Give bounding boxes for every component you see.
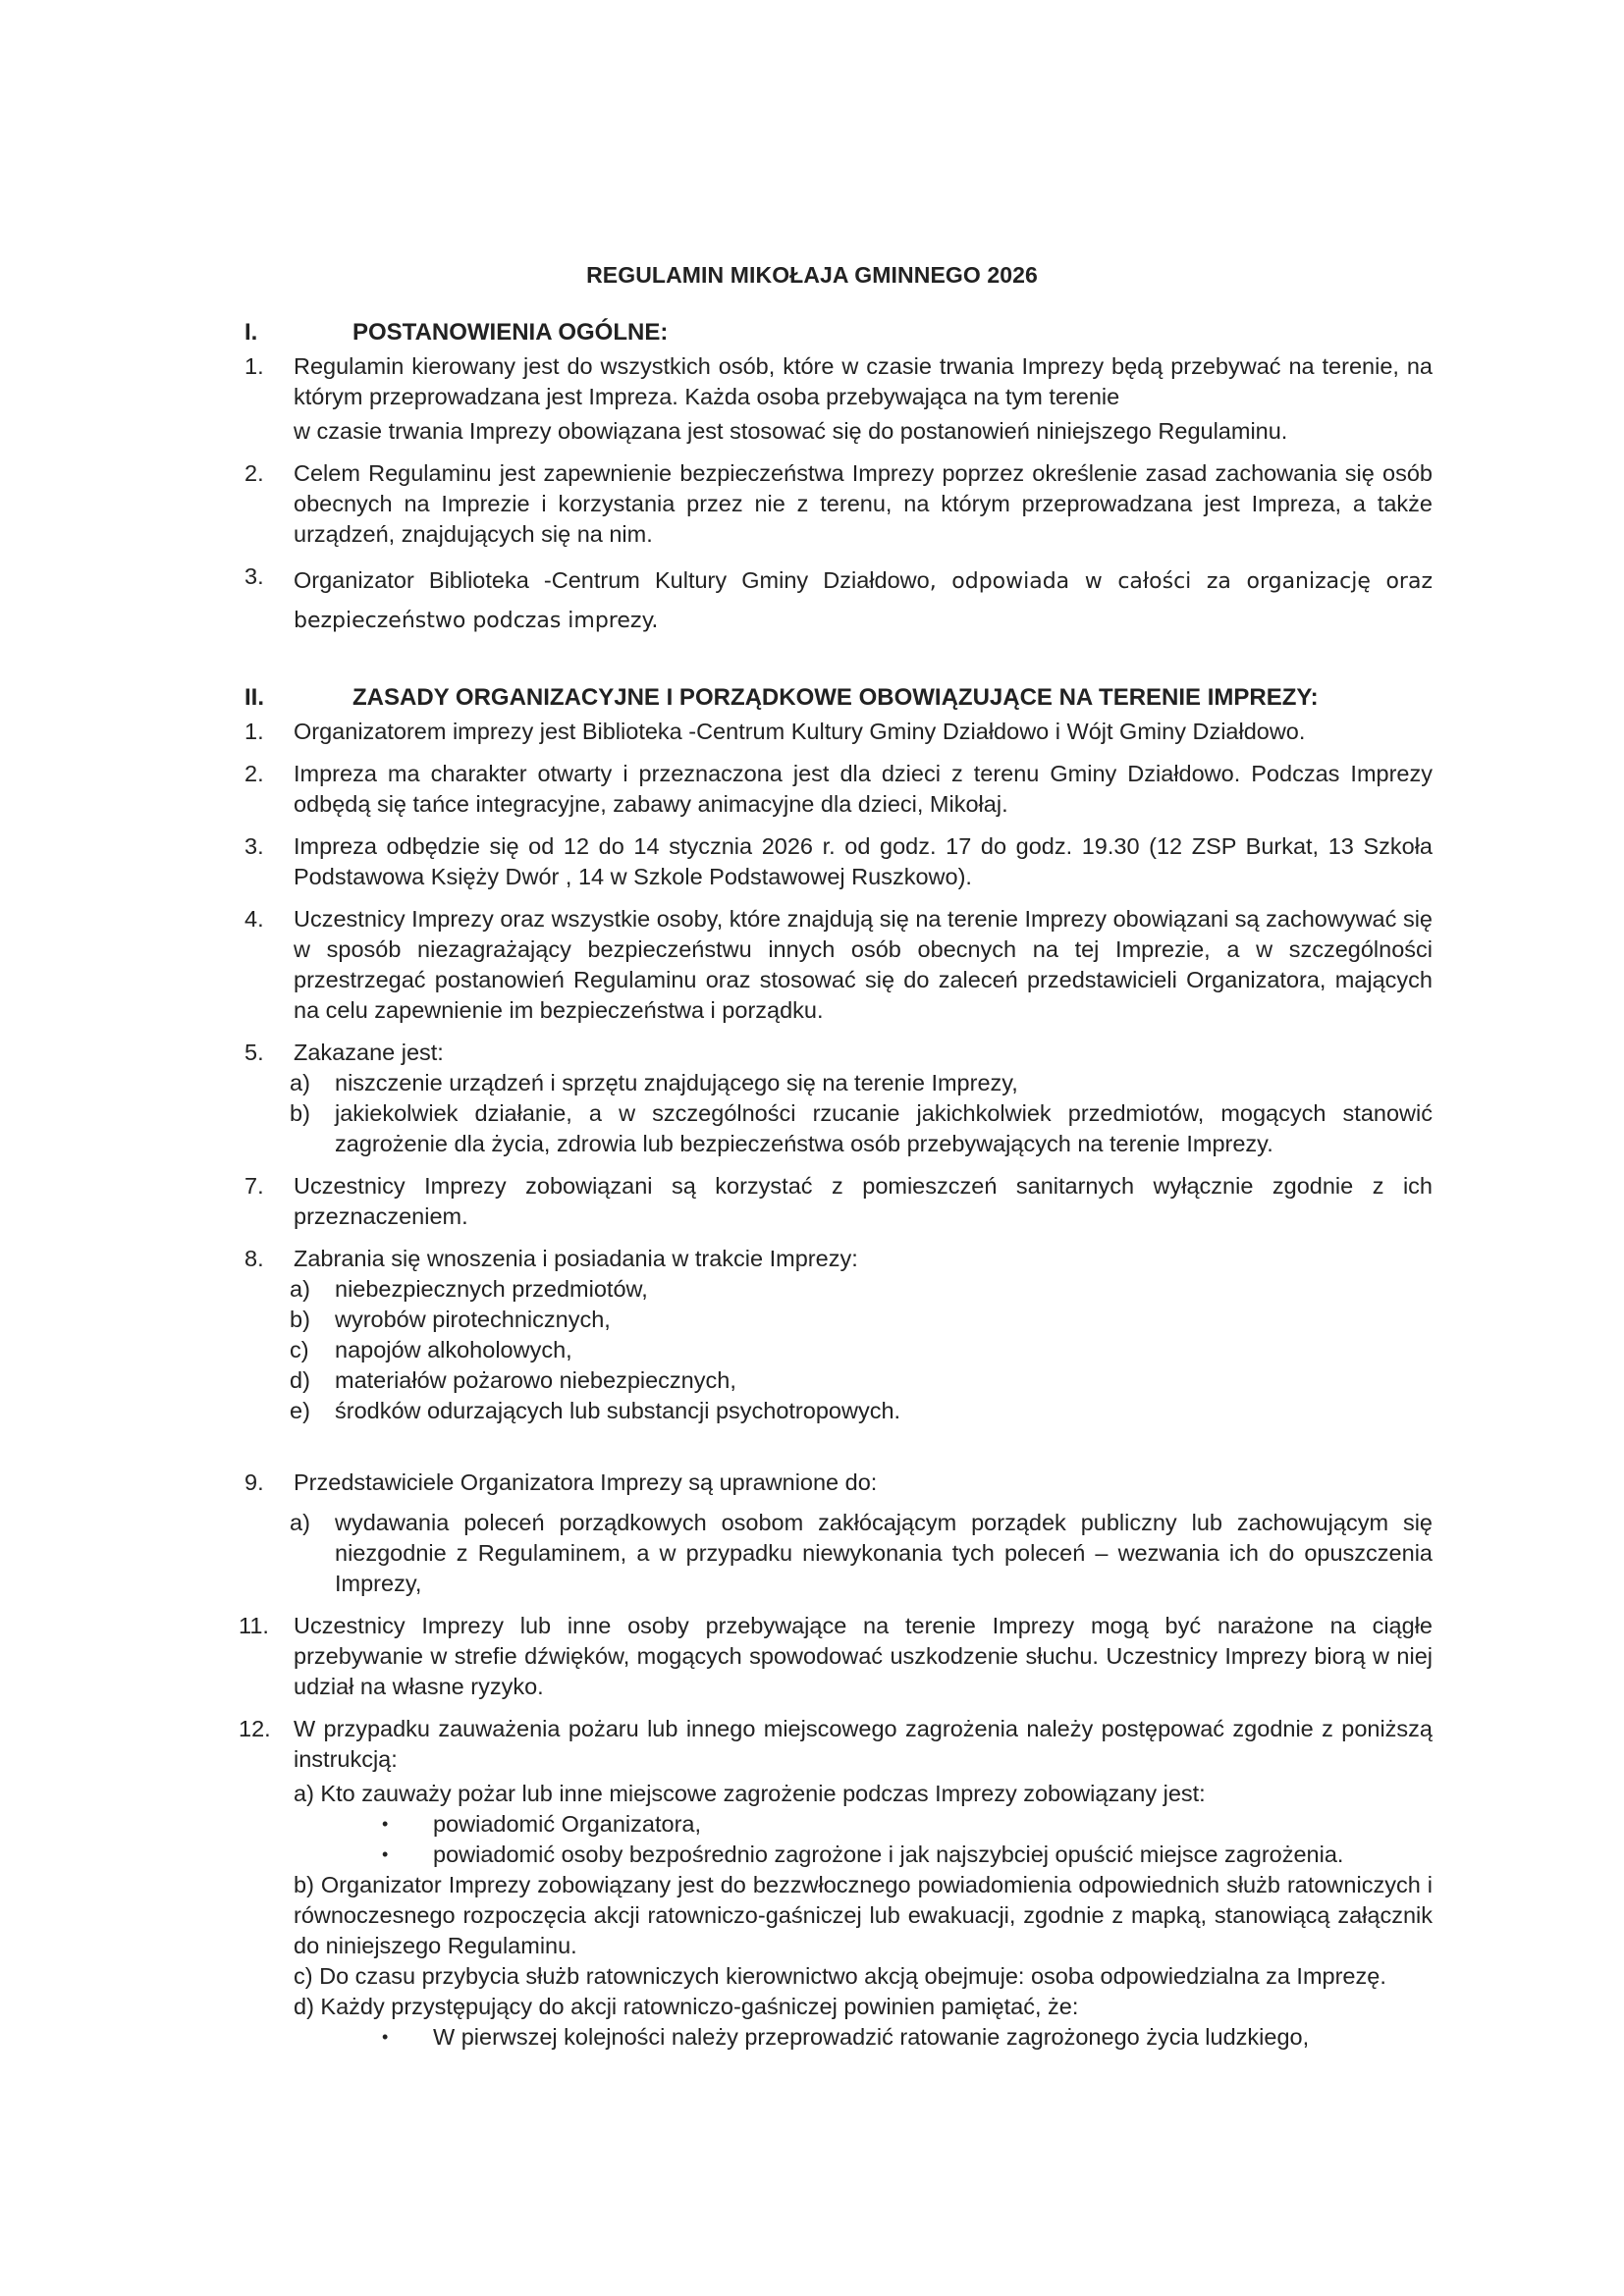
sub-item-text: napojów alkoholowych, — [335, 1337, 572, 1362]
bullet-text: powiadomić osoby bezpośrednio zagrożone i jak najszybciej opuścić miejsce zagrożenia. — [433, 1842, 1344, 1867]
item-text: Zakazane jest: — [294, 1040, 444, 1065]
section-number: II. — [244, 683, 265, 711]
item-text: Regulamin kierowany jest do wszystkich osób, które w czasie trwania Imprezy będą przebywać na terenie, na którym przeprowadzana jest Impreza. Każda osoba przebywająca na tym terenie — [294, 353, 1433, 409]
list-item — [244, 904, 1433, 1026]
sub-item-text: środków odurzających lub substancji psychotropowych. — [335, 1398, 901, 1423]
item-number: 5. — [244, 1040, 264, 1065]
list-item — [244, 561, 1433, 640]
sub-item-letter: a) — [290, 1070, 310, 1095]
list-item — [239, 1611, 1433, 1702]
list-item — [244, 717, 1433, 747]
bullet-item — [382, 1840, 1433, 1870]
section-heading-2 — [244, 679, 1433, 715]
sub-item-letter: b) — [290, 1307, 310, 1332]
sub-item-letter: a) — [290, 1276, 310, 1302]
item-text: Przedstawiciele Organizatora Imprezy są uprawnione do: — [294, 1469, 878, 1495]
item-text: Impreza odbędzie się od 12 do 14 stycznia 2026 r. od godz. 17 do godz. 19.30 (12 ZSP Burkat, 13 Szkoła Podstawowa Księży Dwór , 14 w Szkole Podstawowej Ruszkowo). — [294, 833, 1433, 889]
sub-item-text: wyrobów pirotechnicznych, — [335, 1307, 611, 1332]
item-number: 4. — [244, 906, 264, 932]
bullet-text: powiadomić Organizatora, — [433, 1811, 701, 1837]
item-text: Uczestnicy Imprezy oraz wszystkie osoby, które znajdują się na terenie Imprezy obowiązani są zachowywać się w sposób niezagrażający bezpieczeństwu innych osób obecnych na tej Imprezie, a w szczególności przestrzegać postanowień Regulaminu oraz stosować się do zaleceń przedstawicieli Organizatora, mających na celu zapewnienie im bezpieczeństwa i porządku. — [294, 906, 1433, 1023]
bullet-icon: • — [382, 1844, 389, 1864]
item-text: Organizatorem imprezy jest Biblioteka -Centrum Kultury Gminy Działdowo i Wójt Gminy Działdowo. — [294, 719, 1306, 744]
item-text: w czasie trwania Imprezy obowiązana jest stosować się do postanowień niniejszego Regulaminu. — [294, 418, 1288, 444]
item-text: Uczestnicy Imprezy zobowiązani są korzystać z pomieszczeń sanitarnych wyłącznie zgodnie z ich przeznaczeniem. — [294, 1173, 1433, 1229]
item-text: W przypadku zauważenia pożaru lub innego miejscowego zagrożenia należy postępować zgodnie z poniższą instrukcją: — [294, 1716, 1433, 1772]
sub-item-letter: a) — [290, 1510, 310, 1535]
document-body — [239, 314, 1434, 2053]
item-number: 8. — [244, 1246, 264, 1271]
section-number: I. — [244, 318, 258, 346]
item-text-continuation: , odpowiada w całości za organizację oraz bezpieczeństwo podczas imprezy. — [294, 569, 1434, 633]
bullet-item — [382, 2022, 1433, 2053]
item-text: Uczestnicy Imprezy lub inne osoby przebywające na terenie Imprezy mogą być narażone na ciągłe przebywanie w strefie dźwięków, mogących spowodować uszkodzenie słuchu. Uczestnicy Imprezy biorą w niej udział na własne ryzyko. — [294, 1613, 1433, 1699]
list-item — [244, 351, 1433, 447]
sub-item — [290, 1508, 1433, 1599]
document-title: REGULAMIN MIKOŁAJA GMINNEGO 2026 — [586, 262, 1038, 288]
bullet-item — [382, 1809, 1433, 1840]
item-number: 7. — [244, 1173, 264, 1199]
list-item — [244, 1244, 1433, 1274]
bullet-icon: • — [382, 1814, 389, 1834]
sub-item — [290, 1068, 1433, 1098]
item-number: 1. — [244, 719, 264, 744]
item-number: 3. — [244, 833, 264, 859]
bullet-text: W pierwszej kolejności należy przeprowadzić ratowanie zagrożonego życia ludzkiego, — [433, 2024, 1310, 2050]
sub-item — [290, 1305, 1433, 1335]
item-text: Impreza ma charakter otwarty i przeznaczona jest dla dzieci z terenu Gminy Działdowo. Podczas Imprezy odbędą się tańce integracyjne, zabawy animacyjne dla dzieci, Mikołaj. — [294, 761, 1433, 817]
list-item — [244, 1468, 1433, 1498]
list-item — [244, 759, 1433, 820]
item-number: 1. — [244, 353, 264, 379]
sub-item-letter: d) — [290, 1367, 310, 1393]
list-item — [244, 831, 1433, 892]
instruction-a: a) Kto zauważy pożar lub inne miejscowe zagrożenie podczas Imprezy zobowiązany jest: — [294, 1781, 1206, 1806]
sub-item — [290, 1365, 1433, 1396]
section-title: ZASADY ORGANIZACYJNE I PORZĄDKOWE OBOWIĄZUJĄCE NA TERENIE IMPREZY: — [352, 683, 1319, 711]
sub-item — [290, 1396, 1433, 1426]
item-text: Organizator Biblioteka -Centrum Kultury Gminy Działdowo — [294, 567, 930, 593]
sub-item-text: niebezpiecznych przedmiotów, — [335, 1276, 648, 1302]
sub-item — [290, 1335, 1433, 1365]
item-number: 2. — [244, 761, 264, 786]
instruction-b: b) Organizator Imprezy zobowiązany jest do bezzwłocznego powiadomienia odpowiednich służb ratowniczych i równoczesnego rozpoczęcia akcji ratowniczo-gaśniczej lub ewakuacji, zgodnie z mapką, stanowiącą załącznik do niniejszego Regulaminu. — [294, 1872, 1433, 1958]
section-heading-1 — [244, 314, 1433, 349]
instruction-d: d) Każdy przystępujący do akcji ratowniczo-gaśniczej powinien pamiętać, że: — [294, 1994, 1079, 2019]
list-item — [244, 1171, 1433, 1232]
sub-item-text: materiałów pożarowo niebezpiecznych, — [335, 1367, 736, 1393]
list-item — [244, 458, 1433, 550]
sub-item-text: jakiekolwiek działanie, a w szczególności rzucanie jakichkolwiek przedmiotów, mogących stanowić zagrożenie dla życia, zdrowia lub bezpieczeństwa osób przebywających na terenie Imprezy. — [335, 1100, 1433, 1156]
section-title: POSTANOWIENIA OGÓLNE: — [352, 318, 669, 346]
bullet-icon: • — [382, 2027, 389, 2047]
item-number: 9. — [244, 1469, 264, 1495]
sub-item-text: wydawania poleceń porządkowych osobom zakłócającym porządek publiczny lub zachowującym się niezgodnie z Regulaminem, a w przypadku niewykonania tych poleceń – wezwania ich do opuszczenia Imprezy, — [335, 1510, 1433, 1596]
sub-item-text: niszczenie urządzeń i sprzętu znajdującego się na terenie Imprezy, — [335, 1070, 1018, 1095]
item-text: Zabrania się wnoszenia i posiadania w trakcie Imprezy: — [294, 1246, 858, 1271]
list-item — [244, 1038, 1433, 1068]
sub-item-letter: e) — [290, 1398, 310, 1423]
item-number: 2. — [244, 460, 264, 486]
item-number: 3. — [244, 563, 264, 589]
instruction-c: c) Do czasu przybycia służb ratowniczych kierownictwo akcją obejmuje: osoba odpowiedzialna za Imprezę. — [294, 1963, 1386, 1989]
sub-item — [290, 1098, 1433, 1159]
list-item — [239, 1714, 1433, 1809]
sub-item — [290, 1274, 1433, 1305]
item-number: 11. — [239, 1613, 269, 1638]
item-text: Celem Regulaminu jest zapewnienie bezpieczeństwa Imprezy poprzez określenie zasad zachowania się osób obecnych na Imprezie i korzystania przez nie z terenu, na którym przeprowadzana jest Impreza, a także urządzeń, znajdujących się na nim. — [294, 460, 1433, 547]
sub-item-letter: b) — [290, 1100, 310, 1126]
item-number: 12. — [239, 1716, 271, 1741]
sub-item-letter: c) — [290, 1337, 309, 1362]
